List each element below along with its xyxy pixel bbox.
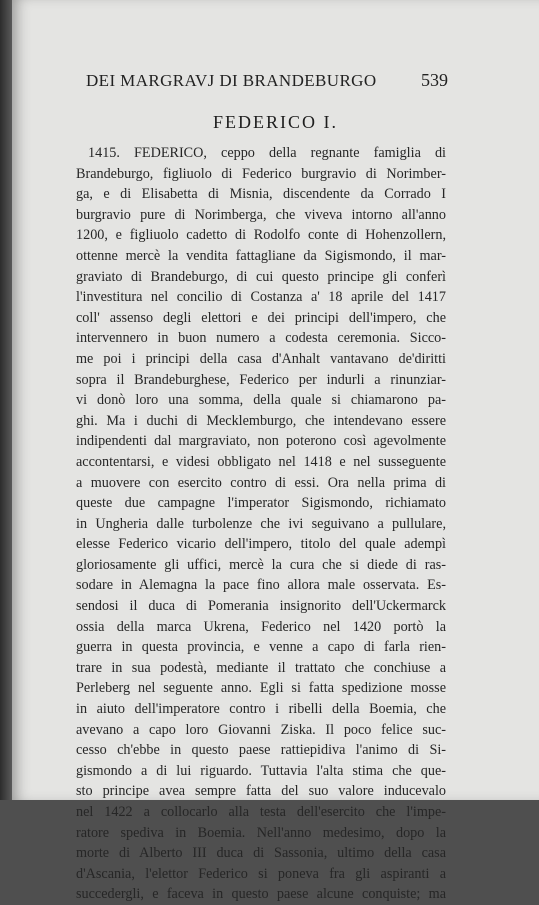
text-line: ga, e di Elisabetta di Misnia, discendente da Corrado I [76,186,446,203]
text-line: me poi i principi della casa d'Anhalt vantavano de'diritti [76,350,446,367]
text-line: sopra il Brandeburghese, Federico per indurli a rinunziar- [76,371,446,388]
text-line: ratore spediva in Boemia. Nell'anno medesimo, dopo la [76,824,446,841]
text-line: gloriosamente gli uffici, mercè la cura che si diede di ras- [76,556,446,573]
text-line: burgravio pure di Norimberga, che viveva intorno all'anno [76,206,446,223]
text-line: queste due campagne l'imperator Sigismondo, richiamato [76,495,446,512]
text-line: elesse Federico vicario dell'impero, titolo del quale adempì [76,536,446,553]
text-line: d'Ascania, l'elettor Federico si poneva fra gli aspiranti a [76,865,446,882]
text-line: a muovere con esercito contro di essi. Ora nella prima di [76,474,446,491]
body-text [76,143,446,905]
running-head [86,70,448,91]
text-line: sendosi il duca di Pomerania insignorito dell'Uckermarck [76,598,446,615]
book-gutter [0,0,12,800]
book-page [12,0,539,903]
text-line: succedergli, e faceva in questo paese alcune conquiste; ma [76,886,446,903]
text-line: coll' assenso degli elettori e dei principi dell'impero, che [76,309,446,326]
text-line: indipendenti dal margraviato, non poterono così agevolmente [76,433,446,450]
section-title: FEDERICO I. [213,112,338,132]
text-line: ghi. Ma i duchi di Mecklemburgo, che intendevano essere [76,412,446,429]
text-line: morte di Alberto III duca di Sassonia, ultimo della casa [76,845,446,862]
running-title: DEI MARGRAVJ DI BRANDEBURGO [86,71,377,90]
text-line: 1415. FEDERICO, ceppo della regnante famiglia di [88,145,446,161]
text-line: avevano a capo loro Giovanni Ziska. Il poco felice suc- [76,721,446,738]
text-line: 1200, e figliuolo cadetto di Rodolfo conte di Hohenzollern, [76,227,446,244]
text-line: cesso ch'ebbe in questo paese rattiepidiva l'animo di Si- [76,742,446,759]
text-line: l'investitura nel concilio di Costanza a' 18 aprile del 1417 [76,289,446,306]
text-line: Perleberg nel seguente anno. Egli si fatta spedizione mosse [76,680,446,697]
text-line: sodare in Alemagna la pace fino allora male osservata. Es- [76,577,446,594]
text-line: intervennero in buon numero a codesta ceremonia. Sicco- [76,330,446,347]
text-line: in Ungheria dalle turbolenze che ivi seguivano a pullulare, [76,515,446,532]
text-line: graviato di Brandeburgo, di cui questo principe gli conferì [76,268,446,285]
text-line: accontentarsi, e videsi obbligato nel 1418 e nel susseguente [76,453,446,470]
page-number: 539 [421,70,448,90]
text-line: sto principe avea sempre fatta del suo valore inducevalo [76,783,446,800]
text-line: nel 1422 a collocarlo alla testa dell'esercito che l'impe- [76,804,446,820]
text-line: guerra in questa provincia, e venne a capo di farla rien- [76,639,446,656]
text-line: vi donò loro una somma, della quale si chiamarono pa- [76,392,446,409]
text-line: in aiuto dell'imperatore contro i ribelli della Boemia, che [76,701,446,718]
text-line: ottenne mercè la vendita fattagliane da Sigismondo, il mar- [76,247,446,264]
text-line: gismondo a di lui riguardo. Tuttavia l'alta stima che que- [76,762,446,779]
text-line: Brandeburgo, figliuolo di Federico burgravio di Norimber- [76,165,446,182]
text-line: ossia della marca Ukrena, Federico nel 1420 portò la [76,618,446,635]
text-line: trare in sua podestà, mediante il trattato che conchiuse a [76,659,446,676]
